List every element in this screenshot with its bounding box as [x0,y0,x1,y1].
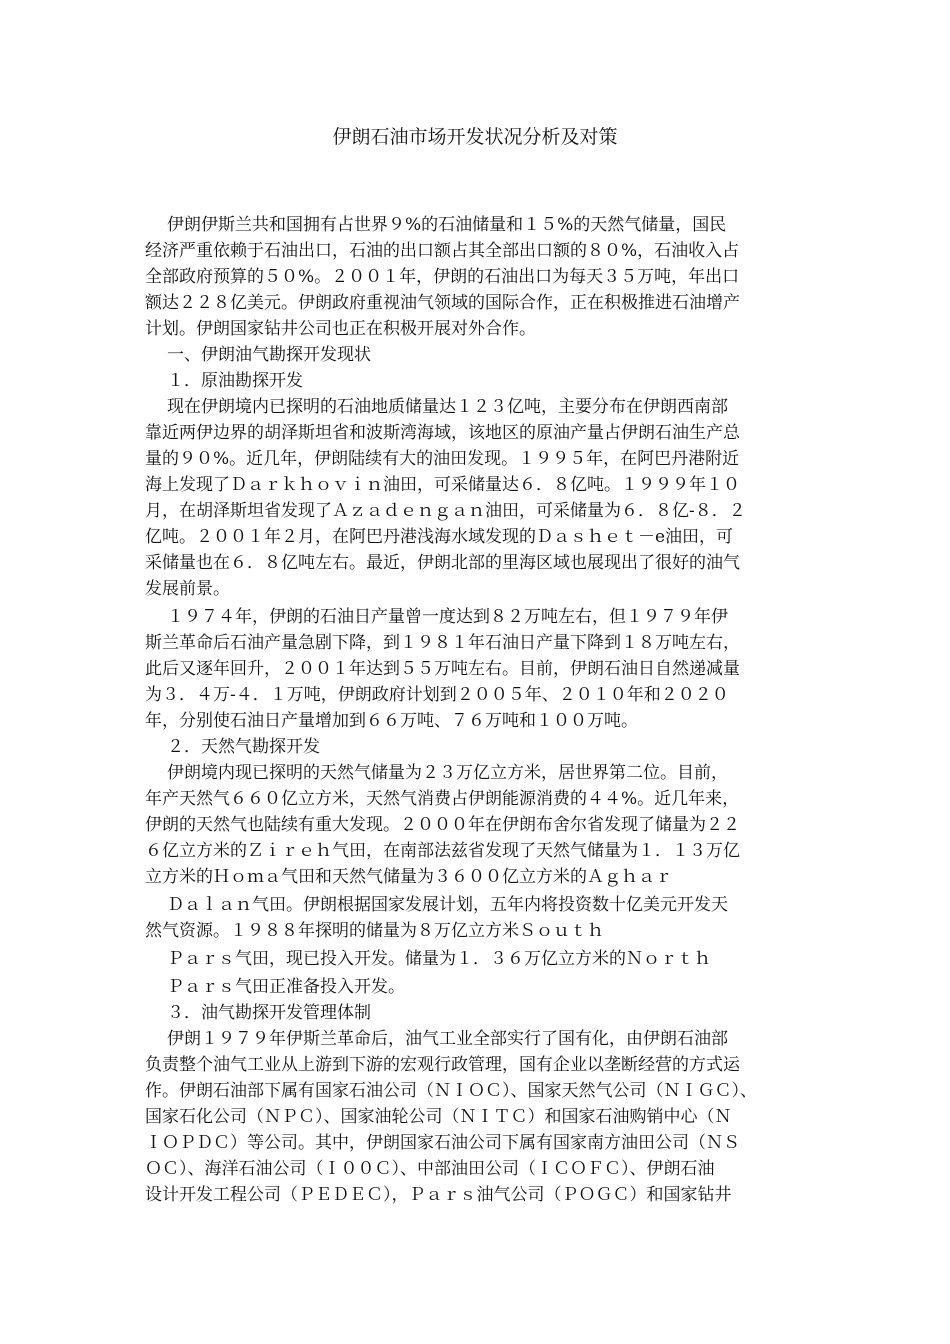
body-line: 立方米的Ｈｏｍａ气田和天然气储量为３６００亿立方米的Ａｇｈａｒ [145,867,672,887]
body-line: 年产天然气６６０亿立方米，天然气消费占伊朗能源消费的４４%。近几年来， [145,789,740,809]
body-line: 全部政府预算的５０%。２００１年，伊朗的石油出口为每天３５万吨，年出口 [145,267,740,287]
body-line: 量的９０%。近几年，伊朗陆续有大的油田发现。１９９５年，在阿巴丹港附近 [145,449,740,469]
subsection-heading: ２．天然气勘探开发 [167,737,320,757]
body-line: 伊朗的天然气也陆续有重大发现。２０００年在伊朗布舍尔省发现了储量为２２ [145,815,740,835]
body-line: 年，分别使石油日产量增加到６６万吨、７６万吨和１００万吨。 [145,711,638,731]
body-line: 现在伊朗境内已探明的石油地质储量达１２３亿吨，主要分布在伊朗西南部 [167,397,728,417]
body-line: 额达２２８亿美元。伊朗政府重视油气领域的国际合作，正在积极推进石油增产 [145,293,740,313]
body-line: 为３．４万-４．１万吨，伊朗政府计划到２００５年、２０１０年和２０２０ [145,685,729,705]
body-line: 国家石化公司（ＮＰＣ）、国家油轮公司（ＮＩＴＣ）和国家石油购销中心（Ｎ [145,1107,732,1127]
body-line: 发展前景。 [145,579,230,599]
body-line: 经济严重依赖于石油出口，石油的出口额占其全部出口额的８０%，石油收入占 [145,241,740,261]
body-line: 此后又逐年回升，２００１年达到５５万吨左右。目前，伊朗石油日自然递减量 [145,659,740,679]
body-line: 作。伊朗石油部下属有国家石油公司（ＮＩＯＣ）、国家天然气公司（ＮＩＧＣ）、 [145,1081,757,1101]
body-line: 计划。伊朗国家钻井公司也正在积极开展对外合作。 [145,319,536,339]
body-line: 月，在胡泽斯坦省发现了Ａｚａｄｅｎｇａｎ油田，可采储量为６．８亿-８．２ [145,501,746,521]
body-line: 斯兰革命后石油产量急剧下降，到１９８１年石油日产量下降到１８万吨左右， [145,633,740,653]
body-line: Ｄａｌａｎ气田。伊朗根据国家发展计划，五年内将投资数十亿美元开发天 [167,895,728,915]
body-line: 伊朗１９７９年伊斯兰革命后，油气工业全部实行了国有化，由伊朗石油部 [167,1029,728,1049]
body-line: 然气资源。１９８８年探明的储量为８万亿立方米Ｓｏｕｔｈ [145,921,604,941]
body-line: 海上发现了Ｄａｒｋｈｏｖｉｎ油田，可采储量达６．８亿吨。１９９９年１０ [145,475,740,495]
body-line: 采储量也在６．８亿吨左右。最近，伊朗北部的里海区域也展现出了很好的油气 [145,553,740,573]
body-line: 设计开发工程公司（ＰＥＤＥＣ），Ｐａｒｓ油气公司（ＰＯＧＣ）和国家钻井 [145,1185,732,1205]
body-line: ６亿立方米的Ｚｉｒｅｈ气田，在南部法兹省发现了天然气储量为１．１３万亿 [145,841,740,861]
body-line: 亿吨。２００１年２月，在阿巴丹港浅海水域发现的Ｄａｓｈｅｔ－e油田，可 [145,527,734,547]
body-line: １９７４年，伊朗的石油日产量曾一度达到８２万吨左右，但１９７９年伊 [167,607,728,627]
body-line: 伊朗伊斯兰共和国拥有占世界９%的石油储量和１５%的天然气储量，国民 [167,215,727,235]
body-line: 负责整个油气工业从上游到下游的宏观行政管理，国有企业以垄断经营的方式运 [145,1055,740,1075]
subsection-heading: １．原油勘探开发 [167,371,303,391]
section-heading: 一、伊朗油气勘探开发现状 [167,345,371,365]
body-line: ＯＣ）、海洋石油公司（Ｉ００Ｃ）、中部油田公司（ＩＣＯＦＣ）、伊朗石油 [145,1159,715,1179]
body-line: 伊朗境内现已探明的天然气储量为２３万亿立方米，居世界第二位。目前， [167,763,728,783]
body-line: Ｐａｒｓ气田，现已投入开发。储量为１．３６万亿立方米的Ｎｏｒｔｈ [167,949,711,969]
document-title: 伊朗石油市场开发状况分析及对策 [332,126,618,148]
body-line: ＩＯＰＤＣ）等公司。其中，伊朗国家石油公司下属有国家南方油田公司（ＮＳ [145,1133,740,1153]
body-line: 靠近两伊边界的胡泽斯坦省和波斯湾海域，该地区的原油产量占伊朗石油生产总 [145,423,740,443]
body-line: Ｐａｒｓ气田正准备投入开发。 [167,977,405,997]
subsection-heading: ３．油气勘探开发管理体制 [167,1003,371,1023]
